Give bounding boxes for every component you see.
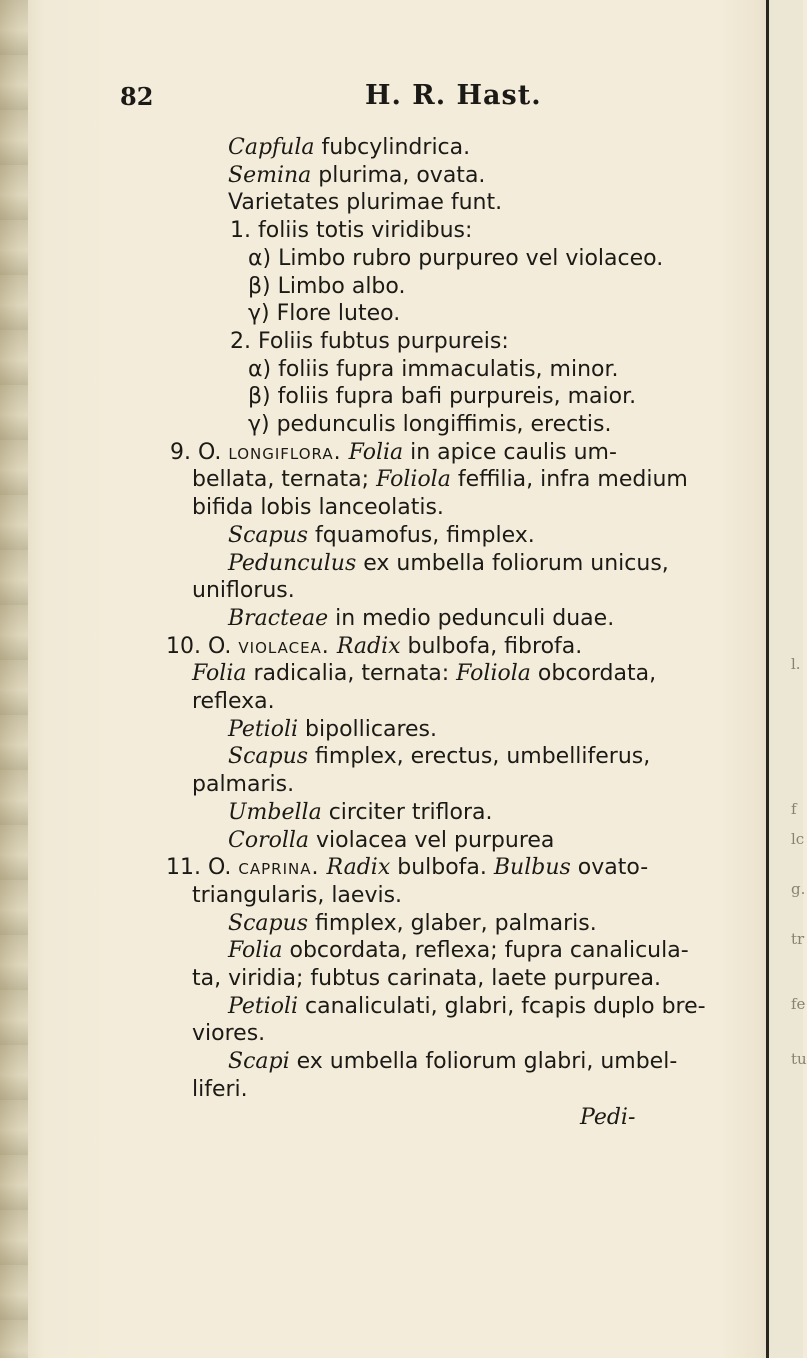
text-line [248, 412, 611, 438]
text-segment: reflexa. [192, 689, 275, 714]
running-head: H. R. Hast. [365, 80, 542, 111]
text-line [228, 551, 669, 577]
text-segment: Capfula [228, 135, 315, 160]
text-segment: 2. Foliis fubtus purpureis: [230, 329, 509, 354]
facing-page-fragment: l. [791, 655, 801, 673]
text-line [192, 495, 444, 521]
text-segment: ta, viridia; fubtus carinata, laete purpurea. [192, 966, 661, 991]
text-segment: Foliola [456, 661, 531, 686]
text-line [248, 246, 663, 272]
text-line [166, 855, 648, 881]
text-segment: Semina [228, 163, 312, 188]
text-segment: Bracteae [228, 606, 329, 631]
text-segment: 10. O. [166, 634, 239, 659]
text-line [192, 883, 402, 909]
facing-page-fragment: tr [791, 930, 805, 948]
text-line [192, 966, 661, 992]
facing-page-fragment: tu [791, 1050, 807, 1068]
text-segment: fubcylindrica. [314, 135, 471, 160]
text-segment: plurima, ovata. [311, 163, 486, 188]
text-segment: 1. foliis totis viridibus: [230, 218, 473, 243]
text-segment: Scapus [228, 523, 309, 548]
text-line [228, 135, 470, 161]
text-line [228, 523, 535, 549]
text-segment: bifida lobis lanceolatis. [192, 495, 444, 520]
text-segment: fimplex, glaber, palmaris. [308, 911, 597, 936]
text-segment: Scapus [228, 911, 309, 936]
text-line [230, 329, 509, 355]
text-line [228, 606, 614, 632]
text-line [228, 994, 706, 1020]
text-line [228, 744, 650, 770]
text-line [192, 1077, 248, 1103]
text-line [248, 357, 619, 383]
text-segment: Pedi- [580, 1105, 636, 1130]
text-line [228, 190, 502, 216]
text-segment [320, 855, 327, 880]
text-segment: Pedunculus [228, 551, 357, 576]
text-segment: bellata, ternata; [192, 467, 377, 492]
text-segment: γ) Flore luteo. [248, 301, 401, 326]
text-line [192, 689, 275, 715]
text-segment: ex umbella foliorum glabri, umbel- [289, 1049, 678, 1074]
text-line [192, 661, 656, 687]
text-line [248, 274, 405, 300]
text-line [228, 800, 493, 826]
text-line [228, 938, 689, 964]
text-segment: longiflora. [228, 440, 342, 465]
text-segment: Radix [326, 855, 391, 880]
text-segment: radicalia, ternata: [246, 661, 457, 686]
text-line [170, 440, 617, 466]
text-line [192, 1021, 265, 1047]
text-segment [342, 440, 349, 465]
text-line [228, 828, 554, 854]
text-line [192, 467, 688, 493]
text-segment: bulbofa. [390, 855, 494, 880]
text-segment: Corolla [228, 828, 310, 853]
text-segment: in apice caulis um- [403, 440, 617, 465]
text-segment: obcordata, reflexa; fupra canalicula- [282, 938, 689, 963]
text-line [228, 1049, 677, 1075]
text-segment: Varietates plurimae funt. [228, 190, 503, 215]
text-segment: Scapus [228, 744, 309, 769]
text-line [166, 634, 582, 660]
text-segment: Petioli [228, 717, 299, 742]
facing-page-fragment: lc [791, 830, 805, 848]
facing-page-fragment: f [791, 800, 797, 818]
page-header [0, 80, 760, 120]
text-line [192, 578, 295, 604]
text-segment: Folia [228, 938, 283, 963]
text-segment: α) Limbo rubro purpureo vel violaceo. [248, 246, 664, 271]
binding-edge [0, 0, 28, 1358]
text-segment: ex umbella foliorum unicus, [356, 551, 669, 576]
text-segment: violacea. [238, 634, 330, 659]
page-number: 82 [120, 82, 154, 111]
text-segment: caprina. [238, 855, 320, 880]
facing-page-fragment: fe [791, 995, 806, 1013]
text-line [230, 218, 472, 244]
text-line [228, 911, 597, 937]
text-segment [330, 634, 337, 659]
text-line [228, 717, 437, 743]
text-line [580, 1105, 635, 1131]
text-segment: canaliculati, glabri, fcapis duplo bre- [298, 994, 706, 1019]
text-segment: Bulbus [493, 855, 571, 880]
text-segment: Radix [336, 634, 401, 659]
text-line [192, 772, 294, 798]
text-segment: fquamofus, fimplex. [308, 523, 535, 548]
text-segment: β) Limbo albo. [248, 274, 406, 299]
text-segment: palmaris. [192, 772, 295, 797]
text-segment: violacea vel purpurea [309, 828, 555, 853]
text-segment: bipollicares. [298, 717, 437, 742]
text-segment: triangularis, laevis. [192, 883, 403, 908]
text-segment: 9. O. [170, 440, 229, 465]
text-segment: Folia [192, 661, 247, 686]
text-segment: α) foliis fupra immaculatis, minor. [248, 357, 619, 382]
text-segment: obcordata, [530, 661, 657, 686]
text-line [248, 301, 400, 327]
text-segment: Petioli [228, 994, 299, 1019]
text-line [248, 384, 636, 410]
text-segment: 11. O. [166, 855, 239, 880]
text-segment: liferi. [192, 1077, 248, 1102]
text-segment: Umbella [228, 800, 322, 825]
text-segment: circiter triflora. [321, 800, 493, 825]
text-segment: feffilia, infra medium [450, 467, 688, 492]
text-segment: β) foliis fupra bafi purpureis, maior. [248, 384, 637, 409]
text-segment: uniflorus. [192, 578, 295, 603]
text-segment: fimplex, erectus, umbelliferus, [308, 744, 651, 769]
text-segment: Scapi [228, 1049, 290, 1074]
text-line [228, 163, 485, 189]
text-segment: viores. [192, 1021, 266, 1046]
text-segment: bulbofa, fibrofa. [400, 634, 583, 659]
text-segment: Folia [348, 440, 404, 465]
facing-page-fragment: g. [791, 880, 806, 898]
text-segment: Foliola [376, 467, 451, 492]
text-segment: in medio pedunculi duae. [328, 606, 615, 631]
text-segment: γ) pedunculis longiffimis, erectis. [248, 412, 612, 437]
text-segment: ovato- [570, 855, 649, 880]
facing-page-edge [766, 0, 807, 1358]
